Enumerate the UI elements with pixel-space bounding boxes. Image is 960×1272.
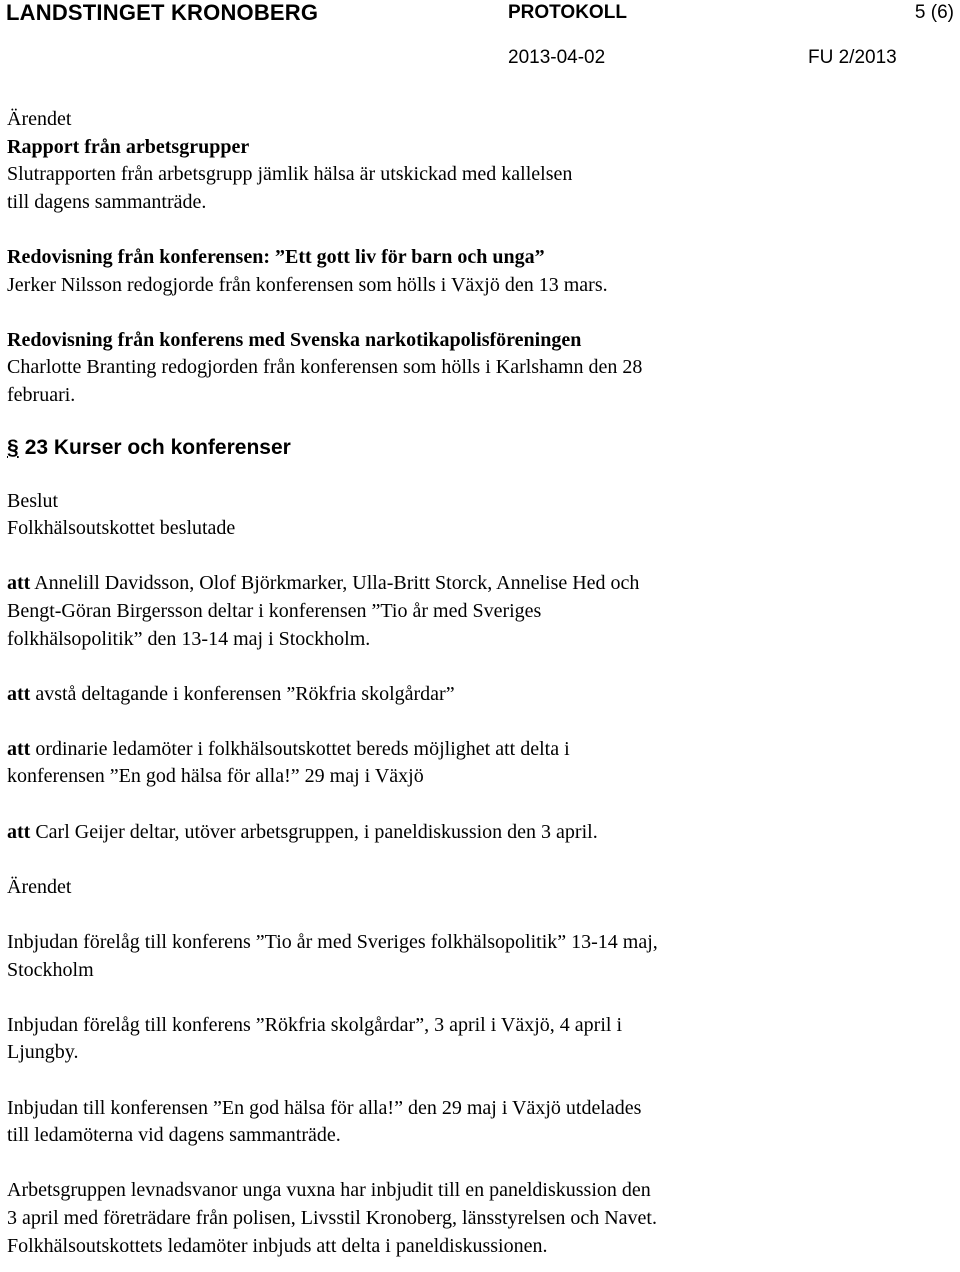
panel-invitation-line: 3 april med företrädare från polisen, Livsstil Kronoberg, länsstyrelsen och Navet. — [7, 1206, 657, 1229]
decision-text-line: Bengt-Göran Birgersson deltar i konferensen ”Tio år med Sveriges — [7, 599, 542, 622]
arendet-label: Ärendet — [7, 108, 72, 130]
document-reference: FU 2/2013 — [808, 47, 897, 68]
decision-text-line: folkhälsopolitik” den 13-14 maj i Stockholm. — [7, 627, 371, 650]
report-title: Rapport från arbetsgrupper — [7, 135, 250, 158]
meeting-date: 2013-04-02 — [508, 47, 606, 68]
panel-invitation-line: Arbetsgruppen levnadsvanor unga vuxna har inbjudit till en paneldiskussion den — [7, 1179, 651, 1202]
decision-text: Annelill Davidsson, Olof Björkmarker, Ulla-Britt Storck, Annelise Hed och — [30, 572, 640, 595]
beslut-intro: Folkhälsoutskottet beslutade — [7, 517, 236, 540]
invitation-text-line: Stockholm — [7, 958, 94, 981]
report-text-line: till dagens sammanträde. — [7, 190, 207, 213]
section-title: 23 Kurser och konferenser — [24, 435, 291, 459]
document-type: PROTOKOLL — [508, 2, 627, 23]
decision-item — [7, 681, 947, 709]
document-body — [7, 106, 947, 1260]
report-text-line: Slutrapporten från arbetsgrupp jämlik hälsa är utskickad med kallelsen — [7, 163, 573, 186]
att-word: att — [7, 737, 31, 760]
decision-text: avstå deltagande i konferensen ”Rökfria skolgårdar” — [30, 682, 455, 705]
invitation-text-line: till ledamöterna vid dagens sammanträde. — [7, 1124, 341, 1147]
narcotics-conference-text-line: Charlotte Branting redogjorden från konferensen som hölls i Karlshamn den 28 — [7, 356, 643, 379]
panel-invitation-line: Folkhälsoutskottets ledamöter inbjuds att delta i paneldiskussionen. — [7, 1234, 548, 1257]
conference-report-title: Redovisning från konferensen: ”Ett gott liv för barn och unga” — [7, 245, 545, 268]
decision-text-line: konferensen ”En god hälsa för alla!” 29 maj i Växjö — [7, 765, 424, 788]
paragraph-symbol: § — [7, 435, 19, 459]
narcotics-conference-text-line: februari. — [7, 383, 76, 406]
invitation-text-line: Inbjudan förelåg till konferens ”Rökfria skolgårdar”, 3 april i Växjö, 4 april i — [7, 1013, 622, 1036]
att-word: att — [7, 572, 31, 595]
arendet-label: Ärendet — [7, 875, 72, 898]
decision-text: Carl Geijer deltar, utöver arbetsgruppen, i paneldiskussion den 3 april. — [30, 820, 598, 843]
page-number: 5 (6) — [914, 2, 954, 23]
narcotics-conference-title: Redovisning från konferens med Svenska narkotikapolisföreningen — [7, 328, 582, 351]
decision-item — [7, 570, 947, 598]
att-word: att — [7, 682, 31, 705]
organization-name: LANDSTINGET KRONOBERG — [6, 0, 319, 25]
conference-report-text: Jerker Nilsson redogjorde från konferensen som hölls i Växjö den 13 mars. — [7, 273, 608, 296]
att-word: att — [7, 820, 31, 843]
section-heading — [7, 432, 947, 464]
invitation-text-line: Inbjudan till konferensen ”En god hälsa för alla!” den 29 maj i Växjö utdelades — [7, 1096, 642, 1119]
beslut-label: Beslut — [7, 489, 59, 512]
decision-text: ordinarie ledamöter i folkhälsoutskottet bereds möjlighet att delta i — [30, 737, 570, 760]
invitation-text-line: Inbjudan förelåg till konferens ”Tio år med Sveriges folkhälsopolitik” 13-14 maj, — [7, 931, 658, 954]
invitation-text-line: Ljungby. — [7, 1041, 79, 1064]
page-header — [0, 0, 960, 80]
decision-item — [7, 819, 947, 847]
decision-item — [7, 736, 947, 764]
